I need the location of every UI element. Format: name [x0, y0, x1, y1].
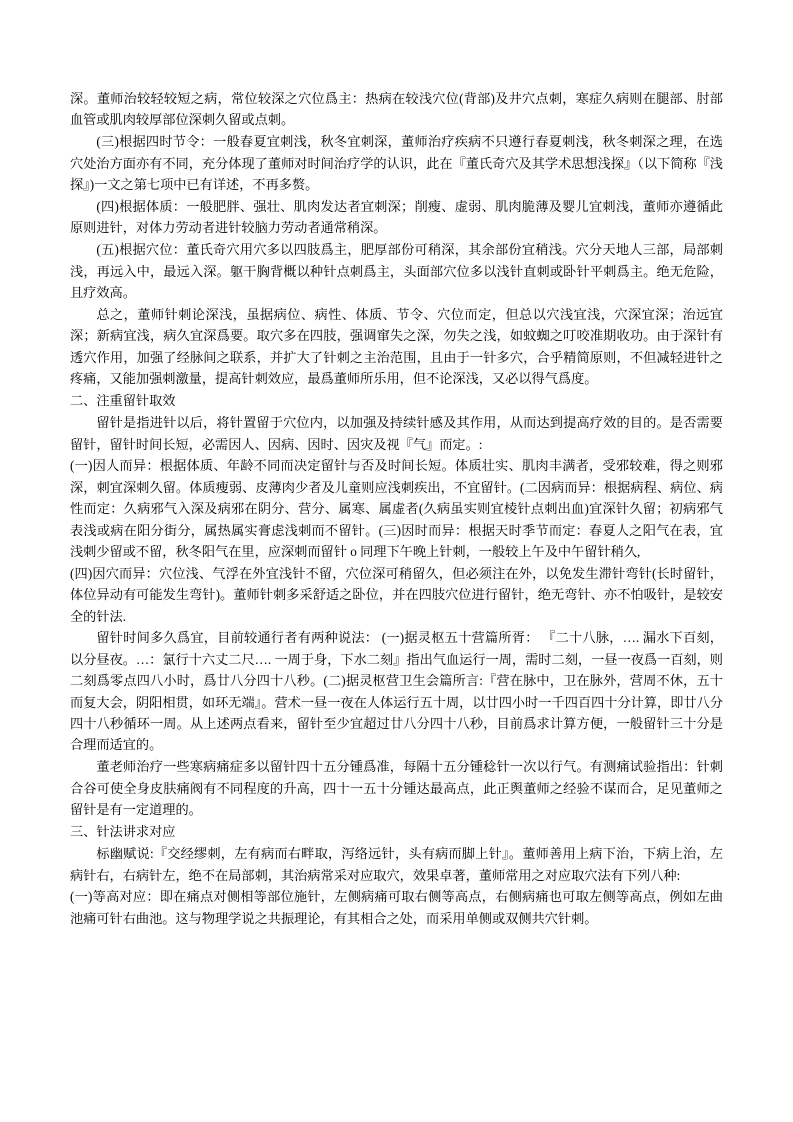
- paragraph: 董老师治疗一些寒病痛症多以留针四十五分锺爲准，每隔十五分锺稔针一次以行气。有测痛试验指出：针刺合谷可使全身皮肤痛阀有不同程度的升高，四十一五十分锺达最高点，此正舆董师之经验不谋而合，足见董师之留针是有一定道理的。: [70, 759, 723, 817]
- paragraph: 总之，董师针刺论深浅，虽据病位、病性、体质、节令、穴位而定，但总以穴浅宜浅，穴深宜深；治远宜深；新病宜浅，病久宜深爲要。取穴多在四肢，强调窜失之深，勿失之浅，如蚊蜘之叮咬准期收功。由于深针有透穴作用，加强了经脉间之联系，并扩大了针刺之主治范围，且由于一针多穴，合乎精简原则，不但减轻进针之疼痛，又能加强刺激量，提高针刺效应，最爲董师所乐用，但不论深浅，又必以得气爲度。: [70, 306, 723, 386]
- paragraph: (四)根据体质：一般肥胖、强壮、肌肉发达者宜刺深；削瘦、虚弱、肌肉脆薄及婴儿宜刺浅，董师亦遵循此原则进针，对体力劳动者进针较脑力劳动者通常稍深。: [70, 198, 723, 236]
- paragraph: (一)等高对应：即在痛点对侧相等部位施针，左侧病痛可取右侧等高点，右侧病痛也可取左侧等高点，例如左曲池痛可针右曲池。这与物理学说之共振理论，有其相合之处，而采用单侧或双侧共穴针刺。: [70, 889, 723, 926]
- paragraph: 留针是指进针以后，将针置留于穴位内，以加强及持续针感及其作用，从而达到提高疗效的目的。是否需要留针，留针时间长短，必需因人、因病、因时、因灾及视『气』而定。:: [70, 415, 723, 452]
- paragraph: 标幽赋说:『交经缪刺，左有病而右畔取，泻络远针，头有病而脚上针』。董师善用上病下治，下病上治，左病针右，右病针左，绝不在局部刺，其治病常采对应取穴，效果卓著，董师常用之对应取穴法有下列八种:: [70, 846, 723, 883]
- paragraph: (一)因人而异：根据体质、年龄不同而决定留针与否及时间长短。体质壮实、肌肉丰满者，受邪较难，得之则邪深，刺宜深刺久留。体质瘦弱、皮薄肉少者及儿童则应浅刺疾出，不宜留针。(二因病而异：根据病程、病位、病性而定：久病邪气入深及病邪在阴分、营分、属寒、属虚者(久病虽实则宜棱针点刺出血)宜深针久留；初病邪气表浅或病在阳分街分，属热属实膏虑浅刺而不留针。(三)因时而异：根据天时季节而定：春夏人之阳气在表，宜浅刺少留或不留，秋冬阳气在里，应深刺而留针 o 同理下午晚上针刺，一般较上午及中午留针稍久,: [70, 458, 723, 559]
- paragraph: (三)根据四时节令：一般春夏宜刺浅，秋冬宜刺深，董师治疗疾病不只遵行春夏刺浅，秋冬刺深之理，在选穴处治方面亦有不同，充分体现了董师对时间治疗学的认识，此在『董氏奇穴及其学术思想浅探』（以下简称『浅探』)一文之第七项中已有详述，不再多赘。: [70, 134, 723, 192]
- section-heading-2: 二、注重留针取效: [70, 393, 176, 409]
- paragraph: (五)根据穴位：董氏奇穴用穴多以四肢爲主，肥厚部份可稍深，其余部份宜稍浅。穴分天地人三部，局部刺浅，再远入中，最远入深。躯干胸背概以种针点刺爲主，头面部穴位多以浅针直刺或卧针平刺爲主。绝无危险，且疗效高。: [70, 242, 723, 300]
- section-heading-3: 三、针法讲求对应: [70, 824, 176, 840]
- paragraph: (四)因穴而异：穴位浅、气浮在外宜浅针不留，穴位深可稍留久，但必须注在外，以免发生滞针弯针(长时留针，体位异动有可能发生弯针)。董师针刺多采舒适之卧位，并在四肢穴位进行留针，绝无弯针、亦不怕吸针，是较安全的针法.: [70, 565, 723, 624]
- paragraph: 深。董师治较轻较短之病，常位较深之穴位爲主：热病在较浅穴位(背部)及井穴点刺，寒症久病则在腿部、肘部血管或肌肉较厚部位深刺久留或点刺。: [70, 91, 723, 128]
- paragraph: 留针时间多久爲宜，目前较通行者有两种说法： (一)据灵枢五十营篇所胥： 『二十八脉，…. 漏水下百刻，以分昼夜。…：氯行十六丈二尺…. 一周于身，下水二刻』指出气血运行一周，需时二刻，一昼一夜爲一百刻，则二刻爲零点四八小时，爲廿八分四十八秒。(二)据灵枢营卫生会篇所言:『营在脉中，卫在脉外，营周不休，五十而复大会，阴阳相贯，如环无端』。营术一昼一夜在人体运行五十周，以廿四小时一千四百四十分计算，即廿八分四十八秒循环一周。从上述两点看来，留针至少宜超过廿八分四十八秒，目前爲求计算方便，一般留针三十分是合理而适宜的。: [70, 630, 723, 753]
- document-body: [70, 88, 723, 929]
